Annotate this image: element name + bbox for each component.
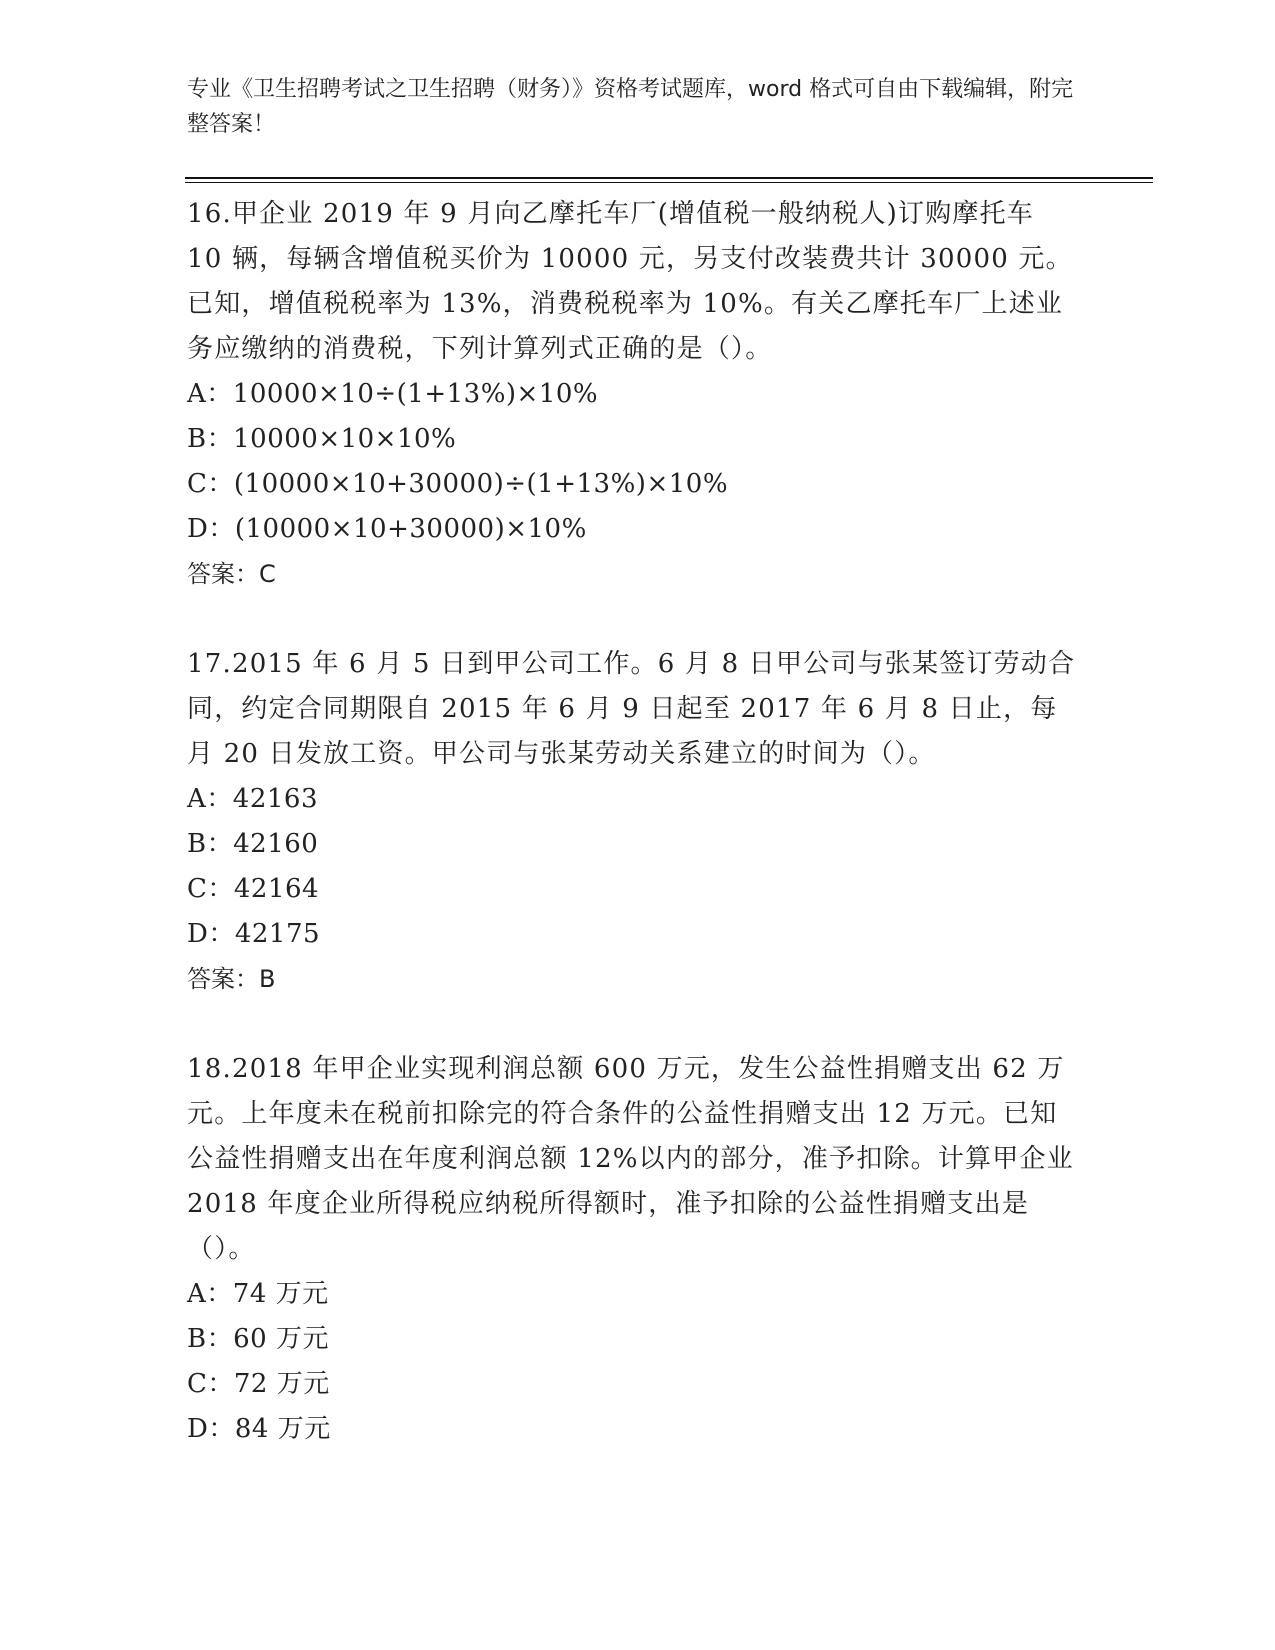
document-header: 专业《卫生招聘考试之卫生招聘（财务）》资格考试题库，word 格式可自由下载编辑，附完整答案！ — [187, 77, 1074, 137]
header-rule-thick — [185, 177, 1153, 179]
answer-line: 答案：B — [187, 965, 276, 993]
question-17 — [187, 642, 1077, 1002]
option-c: C：72 万元 — [187, 1369, 330, 1399]
question-18 — [187, 1047, 1077, 1452]
answer-line: 答案：C — [187, 560, 276, 588]
option-b: B：10000×10×10% — [187, 424, 457, 454]
header-rule-thin — [185, 182, 1153, 183]
option-d: D：42175 — [187, 919, 321, 949]
option-a: A：42163 — [187, 784, 318, 814]
question-spacer — [187, 1002, 1077, 1047]
option-c: C：(10000×10+30000)÷(1+13%)×10% — [187, 469, 729, 499]
option-b: B：60 万元 — [187, 1324, 329, 1354]
option-d: D：84 万元 — [187, 1414, 331, 1444]
option-a: A：74 万元 — [187, 1279, 329, 1309]
question-16 — [187, 192, 1077, 597]
option-c: C：42164 — [187, 874, 320, 904]
question-list — [187, 192, 1077, 1452]
option-b: B：42160 — [187, 829, 319, 859]
question-stem: 17.2015 年 6 月 5 日到甲公司工作。6 月 8 日甲公司与张某签订劳动合同，约定合同期限自 2015 年 6 月 9 日起至 2017 年 6 月 8 日止，每月 20 日发放工资。甲公司与张某劳动关系建立的时间为（）。 — [187, 649, 1076, 769]
option-d: D：(10000×10+30000)×10% — [187, 514, 587, 544]
question-spacer — [187, 597, 1077, 642]
question-stem: 16.甲企业 2019 年 9 月向乙摩托车厂(增值税一般纳税人)订购摩托车 10 辆，每辆含增值税买价为 10000 元，另支付改装费共计 30000 元。已知，增值税税率为 13%，消费税税率为 10%。有关乙摩托车厂上述业务应缴纳的消费税，下列计算列式正确的是（）。 — [187, 199, 1073, 364]
option-a: A：10000×10÷(1+13%)×10% — [187, 379, 599, 409]
question-stem: 18.2018 年甲企业实现利润总额 600 万元，发生公益性捐赠支出 62 万元。上年度未在税前扣除完的符合条件的公益性捐赠支出 12 万元。已知公益性捐赠支出在年度利润总额 12%以内的部分，准予扣除。计算甲企业 2018 年度企业所得税应纳税所得额时，准予扣除的公益性捐赠支出是（）。 — [187, 1054, 1074, 1264]
